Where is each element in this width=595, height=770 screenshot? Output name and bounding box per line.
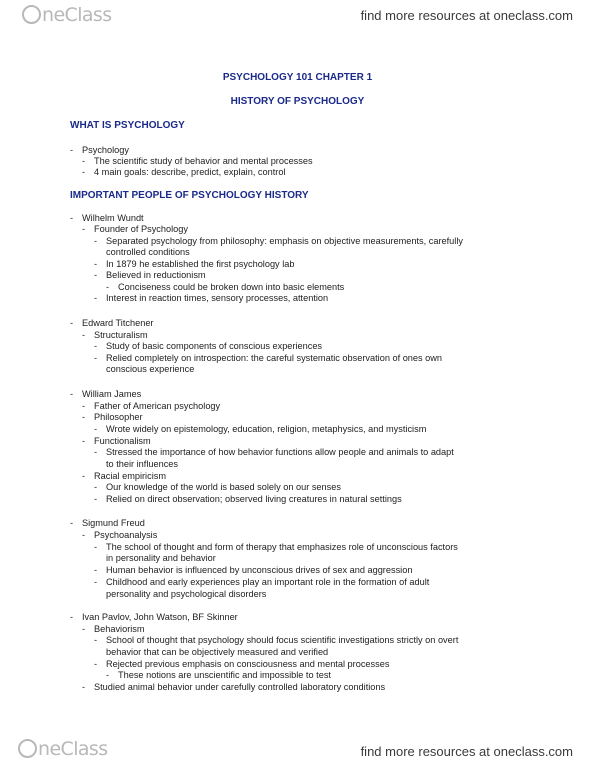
list-item-text: Rejected previous emphasis on consciousness and mental processes [106, 659, 390, 669]
logo-o-icon [22, 5, 41, 24]
list-item-text: Ivan Pavlov, John Watson, BF Skinner [82, 612, 238, 622]
list-item-text: 4 main goals: describe, predict, explain, control [94, 167, 286, 177]
find-more-link[interactable]: find more resources at oneclass.com [360, 8, 573, 23]
bullet-dash: - [70, 145, 74, 155]
list-item-text: conscious experience [106, 364, 195, 374]
bullet-dash: - [82, 401, 86, 411]
bullet-dash: - [70, 612, 74, 622]
bullet-dash: - [82, 471, 86, 481]
section-heading: WHAT IS PSYCHOLOGY [70, 120, 185, 131]
bullet-dash: - [94, 542, 98, 552]
footer-find-more-link[interactable]: find more resources at oneclass.com [360, 744, 573, 759]
bullet-dash: - [94, 659, 98, 669]
bullet-dash: - [94, 577, 98, 587]
list-item-text: School of thought that psychology should focus scientific investigations strictly on overt [106, 635, 459, 645]
bullet-dash: - [94, 293, 98, 303]
bullet-dash: - [82, 156, 86, 166]
list-item-text: controlled conditions [106, 247, 190, 257]
list-item-text: These notions are unscientific and impossible to test [118, 670, 331, 680]
list-item-text: Relied on direct observation; observed living creatures in natural settings [106, 494, 402, 504]
list-item-text: Believed in reductionism [106, 270, 206, 280]
list-item-text: Psychology [82, 145, 129, 155]
list-item-text: In 1879 he established the first psychology lab [106, 259, 295, 269]
list-item-text: Functionalism [94, 436, 151, 446]
bullet-dash: - [106, 670, 110, 680]
list-item-text: Behaviorism [94, 624, 145, 634]
list-item-text: Wrote widely on epistemology, education, religion, metaphysics, and mysticism [106, 424, 427, 434]
bullet-dash: - [82, 682, 86, 692]
list-item-text: Wilhelm Wundt [82, 213, 144, 223]
doc-subtitle: HISTORY OF PSYCHOLOGY [230, 96, 365, 107]
logo-text: neClass [42, 4, 112, 26]
footer-logo-o-icon [18, 739, 37, 758]
list-item-text: Interest in reaction times, sensory processes, attention [106, 293, 329, 303]
footer-logo-text: neClass [38, 738, 108, 760]
bullet-dash: - [94, 494, 98, 504]
list-item-text: William James [82, 389, 142, 399]
bullet-dash: - [94, 424, 98, 434]
bullet-dash: - [82, 624, 86, 634]
bullet-dash: - [94, 447, 98, 457]
oneclass-logo[interactable] [22, 4, 112, 26]
list-item-text: The school of thought and form of therapy that emphasizes role of unconscious factors [106, 542, 458, 552]
list-item-text: Edward Titchener [82, 318, 154, 328]
list-item-text: Human behavior is influenced by unconscious drives of sex and aggression [106, 565, 413, 575]
bullet-dash: - [82, 224, 86, 234]
bullet-dash: - [70, 389, 74, 399]
bullet-dash: - [70, 213, 74, 223]
list-item-text: Philosopher [94, 412, 143, 422]
bullet-dash: - [94, 482, 98, 492]
bullet-dash: - [82, 436, 86, 446]
bullet-dash: - [70, 318, 74, 328]
bullet-dash: - [94, 353, 98, 363]
bullet-dash: - [82, 330, 86, 340]
bullet-dash: - [94, 270, 98, 280]
bullet-dash: - [94, 341, 98, 351]
list-item-text: behavior that can be objectively measured and verified [106, 647, 329, 657]
list-item-text: Sigmund Freud [82, 518, 145, 528]
doc-title: PSYCHOLOGY 101 CHAPTER 1 [222, 72, 373, 83]
bullet-dash: - [82, 167, 86, 177]
list-item-text: Stressed the importance of how behavior functions allow people and animals to adapt [106, 447, 454, 457]
list-item-text: Childhood and early experiences play an important role in the formation of adult [106, 577, 430, 587]
list-item-text: Father of American psychology [94, 401, 221, 411]
list-item-text: Relied completely on introspection: the careful systematic observation of ones own [106, 353, 443, 363]
bullet-dash: - [94, 259, 98, 269]
list-item-text: Psychoanalysis [94, 530, 158, 540]
list-item-text: The scientific study of behavior and mental processes [94, 156, 313, 166]
section-heading: IMPORTANT PEOPLE OF PSYCHOLOGY HISTORY [70, 190, 309, 201]
list-item-text: Founder of Psychology [94, 224, 188, 234]
list-item-text: personality and psychological disorders [106, 589, 267, 599]
bullet-dash: - [94, 236, 98, 246]
bullet-dash: - [94, 635, 98, 645]
list-item-text: Structuralism [94, 330, 148, 340]
list-item-text: Conciseness could be broken down into basic elements [118, 282, 345, 292]
list-item-text: in personality and behavior [106, 553, 216, 563]
bullet-dash: - [94, 565, 98, 575]
bullet-dash: - [70, 518, 74, 528]
bullet-dash: - [82, 530, 86, 540]
list-item-text: Study of basic components of conscious experiences [106, 341, 323, 351]
list-item-text: Our knowledge of the world is based solely on our senses [106, 482, 341, 492]
list-item-text: Studied animal behavior under carefully controlled laboratory conditions [94, 682, 386, 692]
header-bar [0, 0, 595, 30]
bullet-dash: - [82, 412, 86, 422]
list-item-text: Racial empiricism [94, 471, 166, 481]
footer-oneclass-logo[interactable] [18, 738, 108, 760]
list-item-text: to their influences [106, 459, 179, 469]
bullet-dash: - [106, 282, 110, 292]
list-item-text: Separated psychology from philosophy: emphasis on objective measurements, carefully [106, 236, 463, 246]
